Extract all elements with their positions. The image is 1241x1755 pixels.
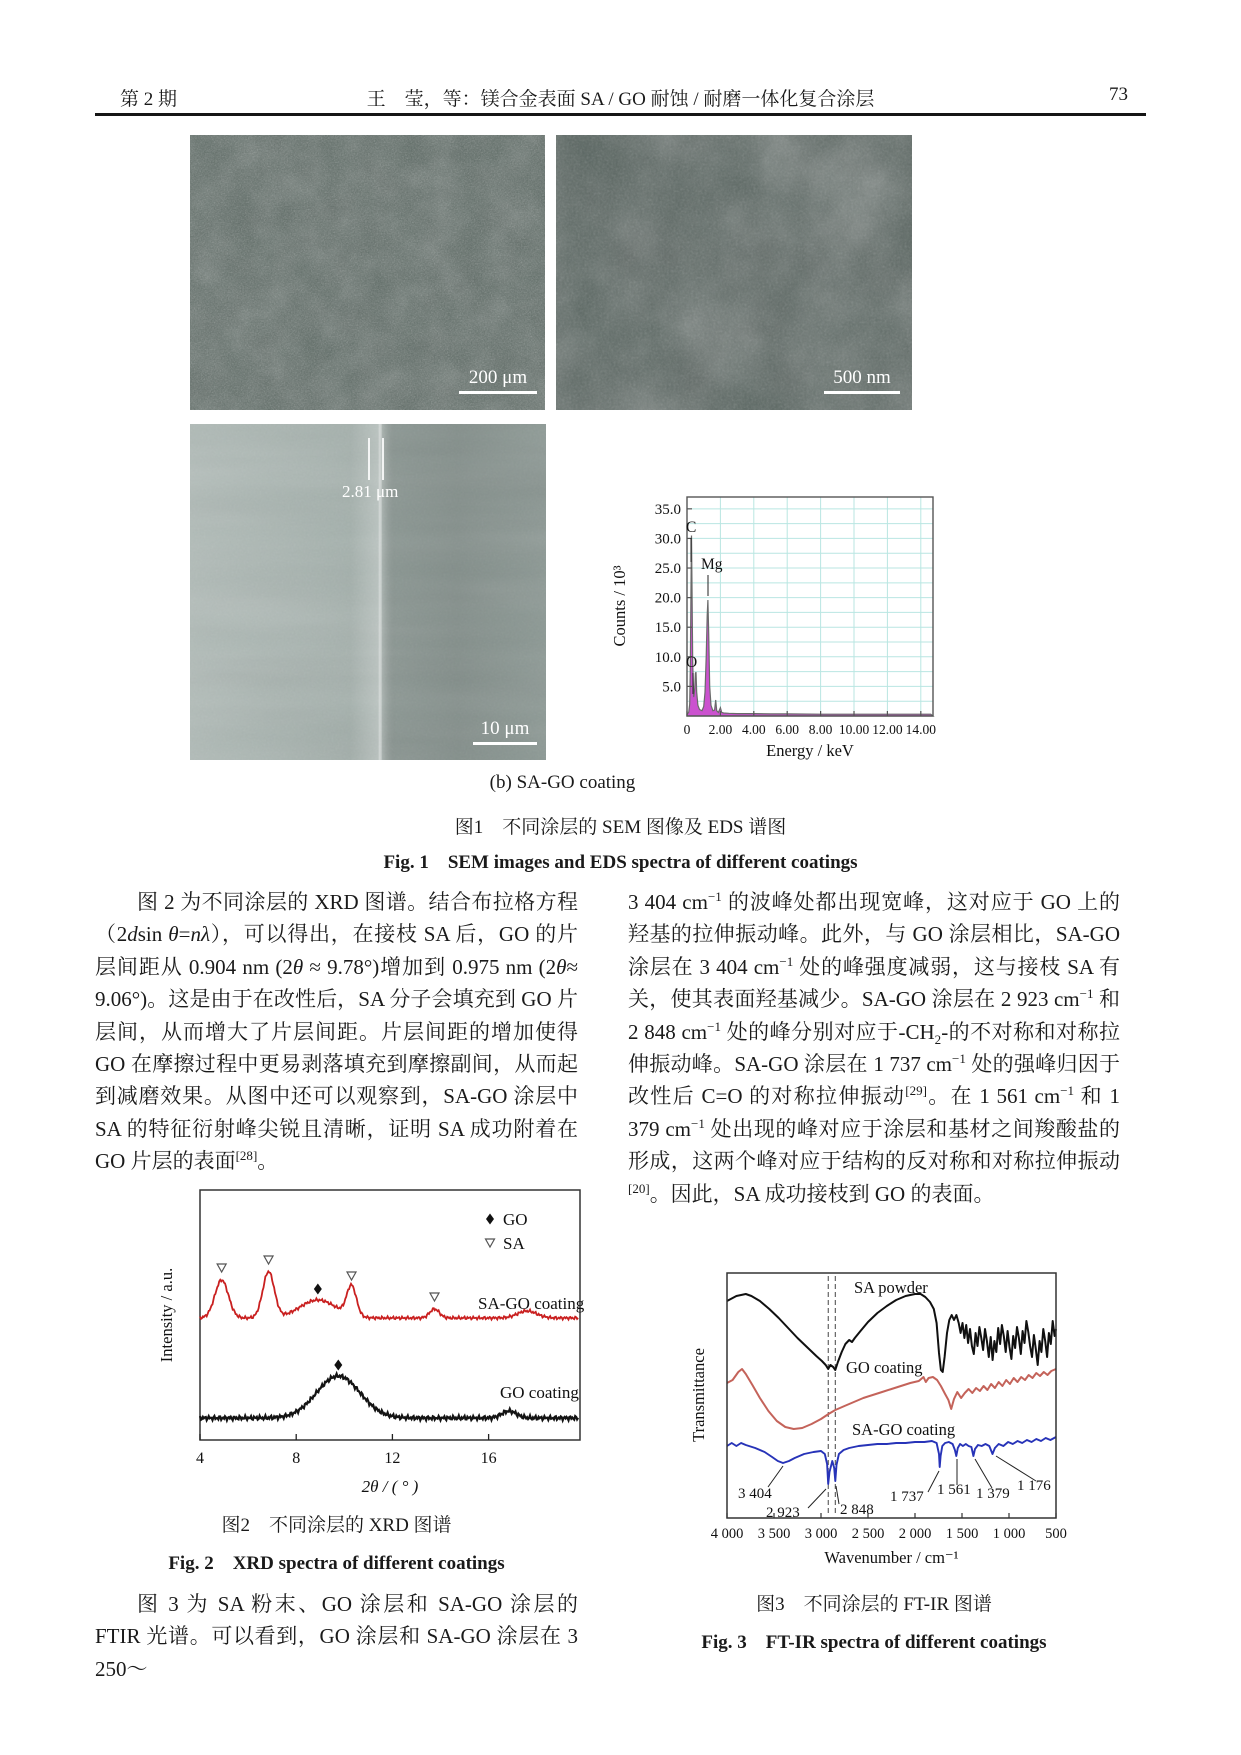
svg-text:10.00: 10.00 (838, 722, 870, 737)
svg-text:GO coating: GO coating (846, 1358, 923, 1377)
svg-text:8.00: 8.00 (808, 722, 833, 737)
sem-image-high-mag (556, 135, 912, 410)
svg-text:1 500: 1 500 (945, 1526, 979, 1542)
svg-text:16: 16 (480, 1450, 497, 1467)
xrd-chart (150, 1185, 620, 1515)
svg-text:12.00: 12.00 (872, 722, 903, 737)
scale-bar-label: 500 nm (833, 367, 891, 388)
scale-bar-label: 200 μm (468, 367, 528, 388)
svg-text:2 500: 2 500 (851, 1526, 885, 1542)
running-title: 王 莹，等：镁合金表面 SA / GO 耐蚀 / 耐磨一体化复合涂层 (366, 89, 875, 110)
svg-text:3 000: 3 000 (804, 1526, 838, 1542)
svg-text:500: 500 (1045, 1526, 1067, 1542)
svg-text:C: C (686, 519, 697, 536)
svg-text:14.00: 14.00 (905, 722, 936, 737)
figure2-caption-en: Fig. 2 XRD spectra of different coatings (168, 1553, 505, 1574)
scale-bar-line (824, 391, 900, 394)
svg-text:Transmittance: Transmittance (689, 1348, 708, 1442)
svg-text:Energy / keV: Energy / keV (766, 741, 854, 760)
svg-text:10.0: 10.0 (654, 649, 681, 666)
ftir-chart (640, 1265, 1110, 1585)
left-column-continued (95, 1588, 578, 1685)
svg-text:SA powder: SA powder (854, 1278, 928, 1297)
svg-text:4 000: 4 000 (710, 1526, 744, 1542)
scale-bar (824, 368, 900, 394)
svg-text:Wavenumber / cm⁻¹: Wavenumber / cm⁻¹ (824, 1548, 959, 1567)
header-rule (95, 113, 1146, 116)
svg-text:12: 12 (384, 1450, 401, 1467)
scale-bar (473, 719, 537, 745)
sem-image-low-mag (190, 135, 545, 410)
svg-text:O: O (686, 654, 698, 671)
svg-text:5.0: 5.0 (662, 679, 681, 696)
figure2-caption-zh: 图2 不同涂层的 XRD 图谱 (221, 1515, 452, 1536)
eds-chart (560, 470, 980, 770)
svg-text:3 500: 3 500 (757, 1526, 791, 1542)
figure1-caption-en: Fig. 1 SEM images and EDS spectra of different coatings (383, 852, 858, 873)
svg-text:2 923: 2 923 (766, 1505, 800, 1521)
thickness-mark-right (382, 438, 384, 480)
figure1-sub-caption: (b) SA-GO coating (489, 772, 636, 793)
svg-text:30.0: 30.0 (654, 531, 681, 548)
svg-text:Mg: Mg (701, 556, 723, 573)
svg-text:1 561: 1 561 (937, 1482, 971, 1498)
svg-text:3 404: 3 404 (738, 1486, 772, 1502)
left-column (95, 886, 578, 1178)
svg-text:Intensity / a.u.: Intensity / a.u. (157, 1267, 176, 1363)
svg-text:2θ / ( ° ): 2θ / ( ° ) (361, 1477, 419, 1496)
scale-bar-label: 10 μm (480, 718, 530, 739)
right-column (628, 886, 1120, 1210)
svg-text:1 000: 1 000 (992, 1526, 1026, 1542)
svg-text:2 000: 2 000 (898, 1526, 932, 1542)
svg-text:1 737: 1 737 (890, 1489, 924, 1505)
figure1-caption-zh: 图1 不同涂层的 SEM 图像及 EDS 谱图 (454, 817, 787, 838)
svg-text:1 176: 1 176 (1017, 1478, 1051, 1494)
svg-text:4.00: 4.00 (741, 722, 766, 737)
sem-image-cross-section (190, 424, 546, 760)
svg-text:Counts / 10³: Counts / 10³ (610, 565, 629, 647)
scale-bar-line (473, 742, 537, 745)
thickness-mark-left (368, 438, 370, 480)
svg-text:20.0: 20.0 (654, 590, 681, 607)
scale-bar-line (459, 391, 537, 394)
paragraph-xrd-discussion: 图 2 为不同涂层的 XRD 图谱。结合布拉格方程（2dsin θ=nλ），可以得出，在接枝 SA 后，GO 的片层间距从 0.904 nm (2θ ≈ 9.78°)增加到 0.975 nm (2θ≈ 9.06°)。这是由于在改性后，SA 分子会填充到 GO 片层间，从而增大了片层间距。片层间距的增加使得 GO 在摩擦过程中更易剥落填充到摩擦副间，从而起到减磨效果。从图中还可以观察到，SA-GO 涂层中 SA 的特征衍射峰尖锐且清晰，证明 SA 成功附着在 GO 片层的表面[28]。 (95, 890, 579, 1174)
svg-text:GO: GO (503, 1210, 528, 1229)
page-number: 73 (1109, 84, 1128, 105)
svg-text:35.0: 35.0 (654, 501, 681, 518)
svg-text:2.00: 2.00 (708, 722, 733, 737)
svg-text:6.00: 6.00 (775, 722, 800, 737)
issue-label: 第 2 期 (120, 89, 178, 110)
svg-text:8: 8 (292, 1450, 301, 1467)
svg-text:0: 0 (683, 722, 691, 737)
svg-text:2 848: 2 848 (840, 1502, 874, 1518)
thickness-label: 2.81 μm (342, 482, 399, 501)
figure3-caption-zh: 图3 不同涂层的 FT-IR 图谱 (756, 1594, 992, 1615)
journal-header (95, 84, 1146, 110)
svg-text:GO coating: GO coating (500, 1383, 579, 1402)
svg-text:SA: SA (503, 1234, 525, 1253)
scale-bar (459, 368, 537, 394)
svg-text:1 379: 1 379 (976, 1486, 1010, 1502)
svg-text:4: 4 (196, 1450, 204, 1467)
svg-text:SA-GO coating: SA-GO coating (478, 1294, 585, 1313)
paragraph-ftir-discussion: 3 404 $cm^{-1}$ 的波峰处都出现宽峰，这对应于 GO 上的羟基的拉伸振动峰。此外，与 GO 涂层相比，SA-GO 涂层在 3 404 $cm^{-1}$ 处的峰强度减弱，这与接枝 SA 有关，使其表面羟基减少。SA-GO 涂层在 2 923 $cm^{-1}$ 和 2 848 $cm^{-1}$ 处的峰分别对应于$-CH_2-$的不对称和对称拉伸振动峰。SA-GO 涂层在 1 737 $cm^{-1}$ 处的强峰归因于改性后 C=O 的对称拉伸振动[29]。在 1 561 $cm^{-1}$ 和 1 379 $cm^{-1}$ 处出现的峰对应于涂层和基材之间羧酸盐的形成，这两个峰对应于结构的反对称和对称拉伸振动[20]。因此，SA 成功接枝到 GO 的表面。 (628, 889, 1121, 1206)
svg-text:SA-GO coating: SA-GO coating (852, 1420, 956, 1439)
paragraph-ftir-intro: 图 3 为 SA 粉末、GO 涂层和 SA-GO 涂层的 FTIR 光谱。可以看到，GO 涂层和 SA-GO 涂层在 3 250～ (95, 1592, 578, 1681)
figure3-caption-en: Fig. 3 FT-IR spectra of different coatings (701, 1632, 1047, 1653)
svg-text:25.0: 25.0 (654, 561, 681, 578)
svg-text:15.0: 15.0 (654, 620, 681, 637)
